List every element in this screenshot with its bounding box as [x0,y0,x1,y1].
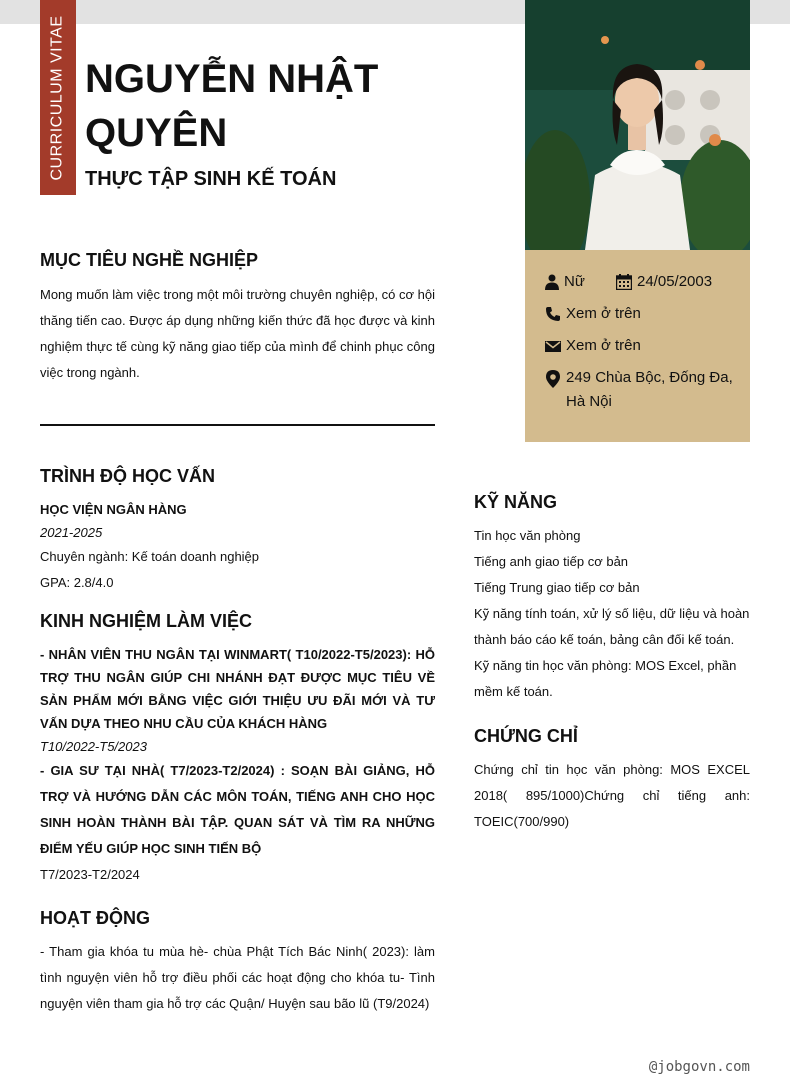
email-line [545,334,641,358]
watermark: @jobgovn.com [648,1059,750,1075]
skill-item: Tin học văn phòng [474,528,581,543]
education-gpa: GPA: 2.8/4.0 [40,575,114,590]
phone-line [545,302,641,326]
job-period: T7/2023-T2/2024 [40,867,140,882]
skills-heading: KỸ NĂNG [474,492,558,512]
cv-ribbon [40,0,76,195]
education-heading: TRÌNH ĐỘ HỌC VẤN [40,466,215,486]
job-description: - NHÂN VIÊN THU NGÂN TẠI WINMART( T10/2022-T5/2023): HỖ TRỢ THU NGÂN GIÚP CHI NHÁNH ĐẠT ĐƯỢC MỤC TIÊU VỀ SẢN PHẨM MỚI BẰNG VIỆC GIỚI THIỆU ƯU ĐÃI MỚI VÀ TƯ VẤN DỰA THEO NHU CẦU CỦA KHÁCH HÀNG [40,647,435,731]
activities-text: - Tham gia khóa tu mùa hè- chùa Phật Tích Bác Ninh( 2023): làm tình nguyện viên hỗ trợ điều phối các hoạt động cho khóa tu- Tình nguyện viên tham gia hỗ trợ các Quận/ Huyện sau bão lũ (T9/2024) [40,944,435,1011]
skill-item: Tiếng anh giao tiếp cơ bản [474,554,629,569]
education-years: 2021-2025 [40,525,103,540]
candidate-role: THỰC TẬP SINH KẾ TOÁN [85,168,337,190]
job-period: T10/2022-T5/2023 [40,739,147,754]
objective-heading: MỤC TIÊU NGHỀ NGHIỆP [40,250,259,270]
certificates-heading: CHỨNG CHỈ [474,726,578,746]
education-major: Chuyên ngành: Kế toán doanh nghiệp [40,549,260,564]
experience-heading: KINH NGHIỆM LÀM VIỆC [40,611,253,631]
ribbon-label: CURRICULUM VITAE [49,14,67,181]
activities-heading: HOẠT ĐỘNG [40,908,150,928]
phone-value: Xem ở trên [566,305,641,322]
address-line [545,366,735,414]
skill-item: Kỹ năng tính toán, xử lý số liệu, dữ liệu và hoàn thành báo cáo kế toán, bảng cân đối kế toán. Kỹ năng tin học văn phòng: MOS Excel, phần mềm kế toán. [474,606,750,699]
education-school: HỌC VIỆN NGÂN HÀNG [40,502,187,517]
location-pin-icon [545,370,561,388]
gender-value: Nữ [564,273,585,290]
section-divider [40,424,435,426]
birthdate-line [616,270,712,294]
objective-text: Mong muốn làm việc trong một môi trường chuyên nghiệp, có cơ hội thăng tiến cao. Được áp dụng những kiến thức đã học được và kinh nghiệm thực tế cùng kỹ năng giao tiếp của mình để chinh phục công việc trong ngành. [40,287,435,380]
person-icon [545,274,559,290]
address-value: 249 Chùa Bộc, Đống Đa, Hà Nội [566,369,733,410]
job-description: - GIA SƯ TẠI NHÀ( T7/2023-T2/2024) : SOẠN BÀI GIẢNG, HỖ TRỢ VÀ HƯỚNG DẪN CÁC MÔN TOÁN, TIẾNG ANH CHO HỌC SINH HOÀN THÀNH BÀI TẬP. QUAN SÁT VÀ TÌM RA NHỮNG ĐIỂM YẾU GIÚP HỌC SINH TIẾN BỘ [40,763,435,856]
skills-list [474,523,750,705]
email-value: Xem ở trên [566,337,641,354]
phone-icon [545,306,561,322]
birthdate-value: 24/05/2003 [637,273,713,290]
skill-item: Tiếng Trung giao tiếp cơ bản [474,580,640,595]
certificates-text: Chứng chỉ tin học văn phòng: MOS EXCEL 2018( 895/1000)Chứng chỉ tiếng anh: TOEIC(700/990) [474,762,750,829]
profile-photo [525,0,750,250]
candidate-name: NGUYỄN NHẬT QUYÊN [85,57,379,155]
calendar-icon [616,274,632,290]
personal-info-box [525,250,750,442]
email-icon [545,338,561,354]
gender-line [545,270,585,294]
